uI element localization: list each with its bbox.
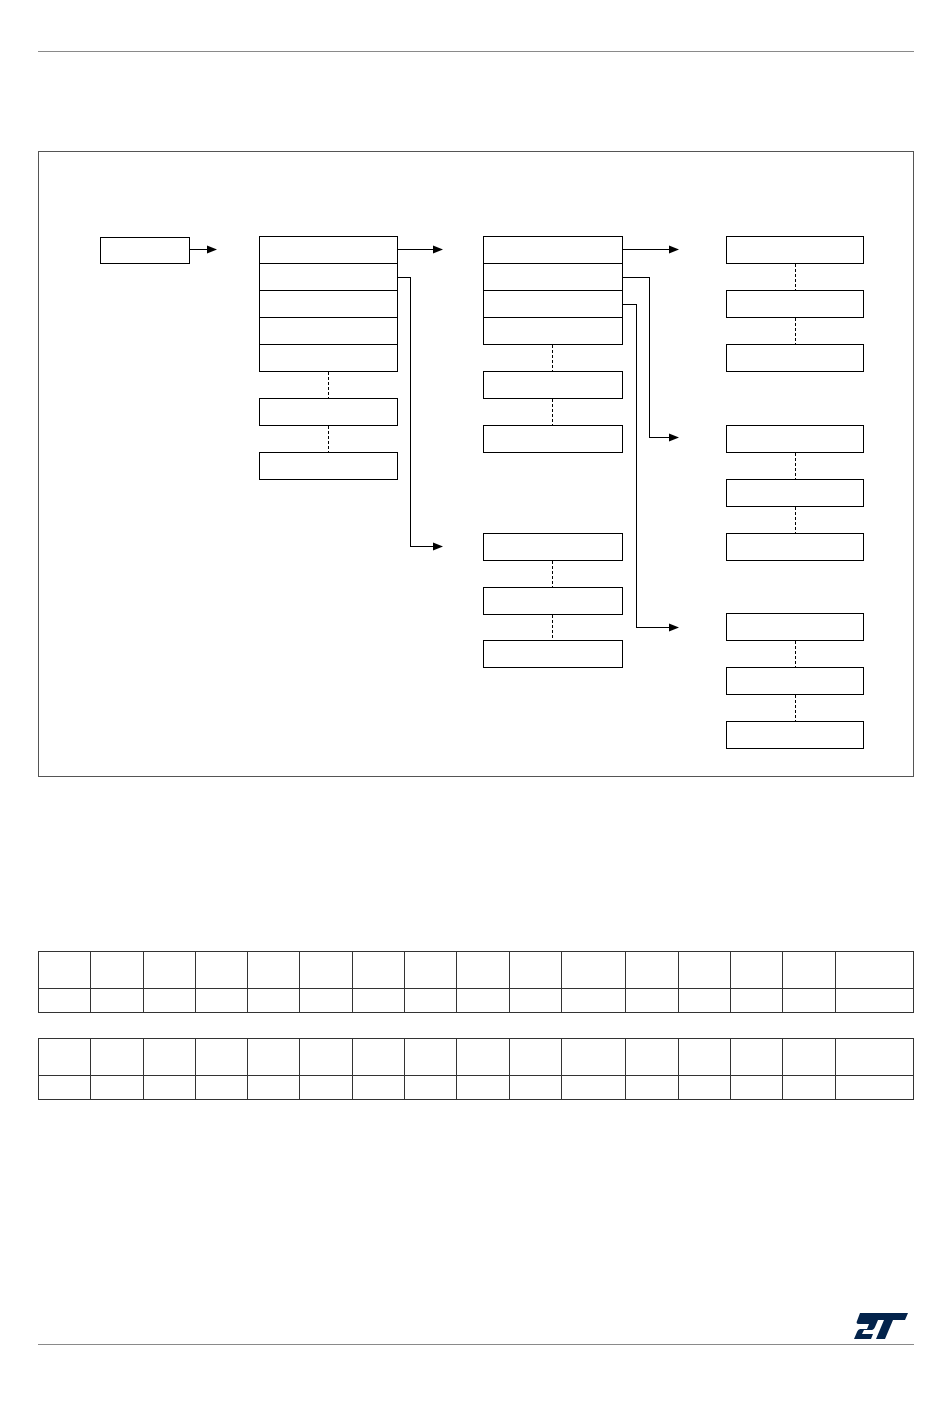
table-cell (143, 1076, 195, 1100)
table-cell (626, 952, 678, 989)
level2-box (484, 534, 623, 561)
level3-box (727, 426, 864, 453)
st-logo-mark (854, 1313, 908, 1339)
table-cell (678, 989, 730, 1013)
table-cell (626, 1076, 678, 1100)
table-cell (835, 952, 913, 989)
table-cell (352, 989, 404, 1013)
level2-box (484, 291, 623, 318)
table-cell (352, 952, 404, 989)
table-cell (457, 1076, 509, 1100)
table-cell (678, 1039, 730, 1076)
level1-box (260, 318, 398, 345)
table-cell (39, 952, 91, 989)
level3-box (727, 722, 864, 749)
level1-box (260, 345, 398, 372)
table-cell (509, 989, 561, 1013)
table-cell (248, 1039, 300, 1076)
table-cell (352, 1039, 404, 1076)
table-cell (405, 1039, 457, 1076)
level2-box (484, 641, 623, 668)
table-cell (783, 952, 835, 989)
table-header-row (39, 952, 914, 989)
table-cell (248, 1076, 300, 1100)
table-cell (195, 1076, 247, 1100)
level2-box (484, 588, 623, 615)
level2-box (484, 426, 623, 453)
table-cell (405, 952, 457, 989)
table-cell (195, 989, 247, 1013)
level1-box (260, 399, 398, 426)
table-cell (91, 1076, 143, 1100)
arrow-level2-to-level3-groupC (623, 305, 678, 628)
table-cell (783, 1039, 835, 1076)
level3-box (727, 668, 864, 695)
footer-rule (38, 1344, 914, 1345)
table-row (39, 1076, 914, 1100)
table-cell (509, 1039, 561, 1076)
level1-box (260, 291, 398, 318)
level1-box (260, 453, 398, 480)
table-cell (457, 952, 509, 989)
level3-box (727, 237, 864, 264)
level3-box (727, 291, 864, 318)
table-cell (352, 1076, 404, 1100)
table-cell (39, 1076, 91, 1100)
level3-box (727, 480, 864, 507)
table-cell (783, 989, 835, 1013)
table-cell (509, 1076, 561, 1100)
table-cell (143, 989, 195, 1013)
table-cell (143, 952, 195, 989)
table-cell (195, 1039, 247, 1076)
table-row (39, 989, 914, 1013)
table-cell (143, 1039, 195, 1076)
level1-box (260, 264, 398, 291)
table-cell (835, 1039, 913, 1076)
level3-box (727, 345, 864, 372)
table-cell (248, 952, 300, 989)
table-cell (626, 1039, 678, 1076)
level2-box (484, 264, 623, 291)
table-cell (457, 1039, 509, 1076)
table-cell (405, 989, 457, 1013)
table-cell (730, 1076, 782, 1100)
table-cell (457, 989, 509, 1013)
table-cell (91, 952, 143, 989)
level2-box (484, 237, 623, 264)
table-cell (626, 989, 678, 1013)
table-cell (39, 989, 91, 1013)
table-cell (509, 952, 561, 989)
table-cell (561, 1076, 625, 1100)
table-cell (730, 989, 782, 1013)
table-cell (39, 1039, 91, 1076)
table-cell (195, 952, 247, 989)
table-cell (300, 989, 352, 1013)
table-header-row (39, 1039, 914, 1076)
table-cell (730, 952, 782, 989)
level2-box (484, 318, 623, 345)
table-cell (561, 989, 625, 1013)
table-cell (300, 1039, 352, 1076)
root-box (101, 238, 190, 264)
register-table (38, 951, 914, 1013)
arrow-level1-to-level2-groupB (398, 278, 442, 547)
table-cell (248, 989, 300, 1013)
level3-box (727, 614, 864, 641)
register-table (38, 1038, 914, 1100)
table-cell (730, 1039, 782, 1076)
table-cell (783, 1076, 835, 1100)
table-cell (835, 989, 913, 1013)
level2-box (484, 372, 623, 399)
table-cell (405, 1076, 457, 1100)
table-cell (300, 1076, 352, 1100)
table-cell (300, 952, 352, 989)
table-cell (91, 1039, 143, 1076)
level3-box (727, 534, 864, 561)
table-cell (835, 1076, 913, 1100)
table-cell (561, 952, 625, 989)
arrow-level2-to-level3-groupB (623, 278, 678, 438)
st-logo-icon (852, 1311, 910, 1341)
table-cell (678, 952, 730, 989)
level1-box (260, 237, 398, 264)
table-cell (678, 1076, 730, 1100)
table-cell (91, 989, 143, 1013)
table-cell (561, 1039, 625, 1076)
